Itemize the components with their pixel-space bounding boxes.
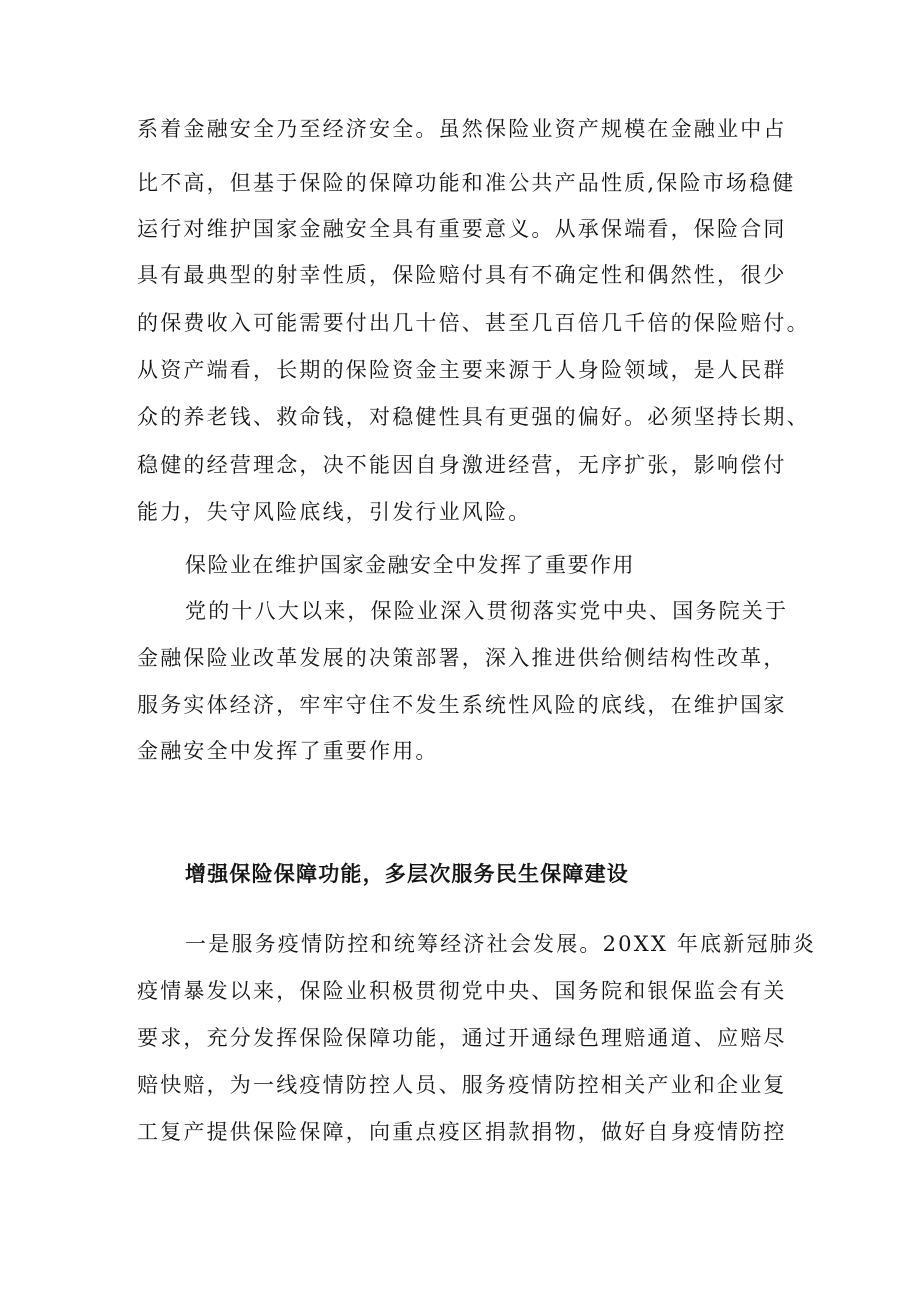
paragraph-3-line: 要求，充分发挥保险保障功能，通过开通绿色理赔通道、应赔尽	[137, 1026, 787, 1050]
paragraph-2-line: 金融安全中发挥了重要作用。	[137, 739, 439, 763]
paragraph-1-line: 从资产端看，长期的保险资金主要来源于人身险领域，是人民群	[137, 358, 787, 382]
paragraph-1-line: 系着金融安全乃至经济安全。虽然保险业资产规模在金融业中占	[137, 117, 787, 141]
paragraph-1-line: 能力，失守风险底线，引发行业风险。	[137, 500, 532, 524]
paragraph-1-line: 稳健的经营理念，决不能因自身激进经营，无序扩张，影响偿付	[137, 453, 787, 477]
paragraph-3-line: 赔快赔，为一线疫情防控人员、服务疫情防控相关产业和企业复	[137, 1073, 787, 1097]
paragraph-2-line: 服务实体经济，牢牢守住不发生系统性风险的底线，在维护国家	[137, 693, 787, 717]
paragraph-1-line: 比不高，但基于保险的保障功能和准公共产品性质,保险市场稳健	[137, 171, 796, 195]
section-heading: 保险业在维护国家金融安全中发挥了重要作用	[185, 553, 635, 577]
paragraph-1-line: 运行对维护国家金融安全具有重要意义。从承保端看，保险合同	[137, 217, 787, 241]
paragraph-1-line: 具有最典型的射幸性质，保险赔付具有不确定性和偶然性，很少	[137, 263, 787, 287]
paragraph-1-line: 众的养老钱、救命钱，对稳健性具有更强的偏好。必须坚持长期、	[137, 405, 810, 429]
section-heading-bold: 增强保险保障功能，多层次服务民生保障建设	[185, 861, 629, 886]
paragraph-3-line: 一是服务疫情防控和统筹经济社会发展。20XX 年底新冠肺炎	[185, 932, 817, 956]
paragraph-1-line: 的保费收入可能需要付出几十倍、甚至几百倍几千倍的保险赔付。	[137, 311, 810, 335]
paragraph-2-line: 党的十八大以来，保险业深入贯彻落实党中央、国务院关于	[185, 599, 789, 623]
paragraph-3-line: 疫情暴发以来，保险业积极贯彻党中央、国务院和银保监会有关	[137, 979, 787, 1003]
paragraph-3-line: 工复产提供保险保障，向重点疫区捐款捐物，做好自身疫情防控	[137, 1120, 787, 1144]
paragraph-2-line: 金融保险业改革发展的决策部署，深入推进供给侧结构性改革，	[137, 646, 787, 670]
